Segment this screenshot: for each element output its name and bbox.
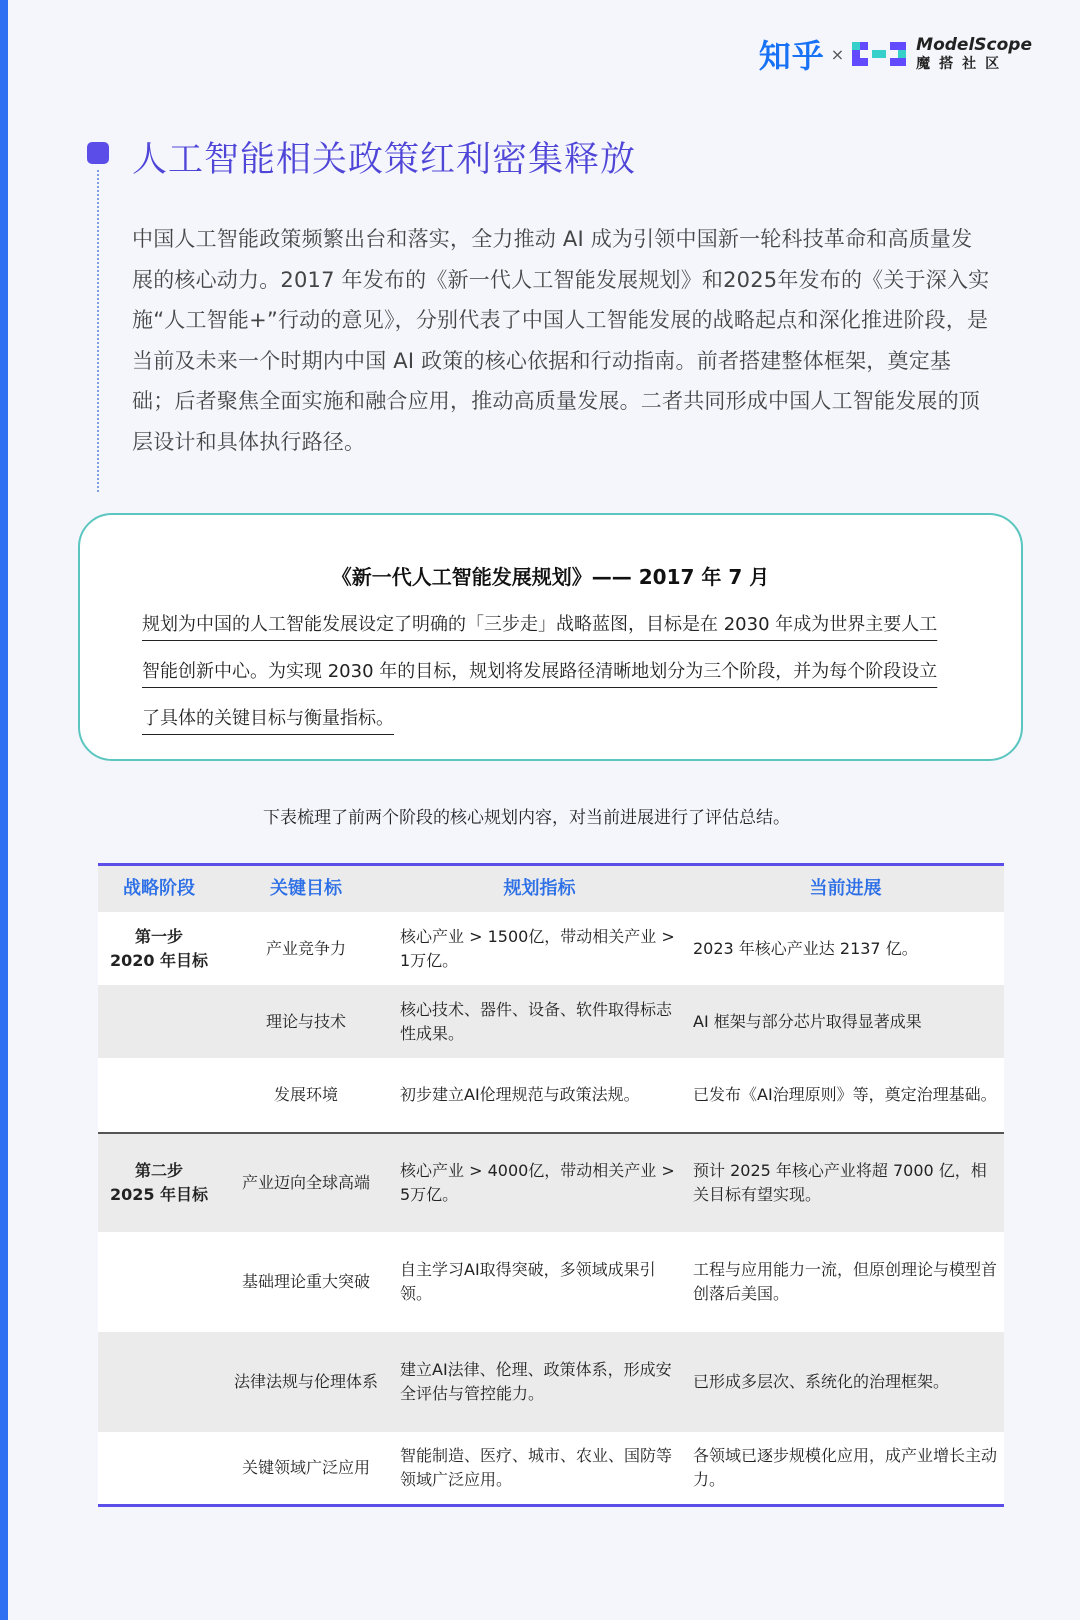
callout-title: 《新一代人工智能发展规划》—— 2017 年 7 月 [331,565,770,589]
stage-cell: 第一步 2020 年目标 [109,926,209,970]
section-bullet-icon [87,142,109,164]
goal-cell: 产业迈向全球高端 [241,1173,370,1192]
goal-cell: 关键领域广泛应用 [241,1458,370,1477]
goal-cell: 产业竞争力 [265,938,346,958]
table-row [98,985,1004,1058]
table-header-metric: 规划指标 [503,878,576,899]
progress-cell: 2023 年核心产业达 2137 亿。 [693,938,918,958]
goal-cell: 发展环境 [273,1085,338,1104]
metric-cell: 自主学习AI取得突破，多领域成果引领。 [400,1260,656,1303]
metric-cell: 核心产业 > 1500亿，带动相关产业 > 1万亿。 [400,926,675,970]
logo-times-sign: × [830,44,845,64]
table-header-stage: 战略阶段 [123,878,195,899]
table-row [98,1332,1004,1432]
callout-body [142,601,952,742]
left-accent-bar [0,0,8,1620]
goal-cell: 理论与技术 [265,1011,346,1031]
metric-cell: 核心技术、器件、设备、软件取得标志性成果。 [400,999,673,1043]
progress-cell: 已形成多层次、系统化的治理框架。 [693,1372,950,1391]
callout-body-text: 规划为中国的人工智能发展设定了明确的「三步走」战略蓝图，目标是在 2030 年成为世界主要人工智能创新中心。为实现 2030 年的目标，规划将发展路径清晰地划分为三个阶段，并为每个阶段设立了具体的关键目标与衡量指标。 [142,614,938,729]
progress-cell: 已发布《AI治理原则》等，奠定治理基础。 [693,1085,997,1104]
table-row [98,1232,1004,1332]
table-header-goal: 关键目标 [270,878,342,899]
progress-cell: 工程与应用能力一流，但原创理论与模型首创落后美国。 [693,1260,998,1303]
table-row [98,1432,1004,1504]
metric-cell: 智能制造、医疗、城市、农业、国防等领域广泛应用。 [400,1446,673,1489]
progress-cell: 各领域已逐步规模化应用，成产业增长主动力。 [693,1446,998,1489]
policy-callout-box [78,513,1023,761]
modelscope-logo-cn-text: 魔搭社区 [916,56,1009,72]
modelscope-logo-icon [852,38,906,70]
zhihu-logo: 知乎 [758,37,825,75]
table-row [98,1058,1004,1132]
progress-cell: AI 框架与部分芯片取得显著成果 [693,1011,922,1031]
metric-cell: 初步建立AI伦理规范与政策法规。 [400,1085,640,1104]
table-header-progress: 当前进展 [809,878,882,899]
modelscope-logo-text: ModelScope [916,35,1032,55]
policy-table [98,863,1004,1507]
section-title: 人工智能相关政策红利密集释放 [132,140,637,180]
progress-cell: 预计 2025 年核心产业将超 7000 亿，相关目标有望实现。 [693,1161,987,1204]
header-logo [759,34,1032,74]
section-intro-paragraph: 中国人工智能政策频繁出台和落实，全力推动 AI 成为引领中国新一轮科技革命和高质量发展的核心动力。2017 年发布的《新一代人工智能发展规划》和2025年发布的《关于深入实施“人工智能+”行动的意见》，分别代表了中国人工智能发展的战略起点和深化推进阶段，是当前及未来一个时期内中国 AI 政策的核心依据和行动指南。前者搭建整体框架，奠定基础；后者聚焦全面实施和融合应用，推动高质量发展。二者共同形成中国人工智能发展的顶层设计和具体执行路径。 [132,227,990,454]
stage-cell: 第二步 2025 年目标 [109,1161,209,1204]
metric-cell: 建立AI法律、伦理、政策体系，形成安全评估与管控能力。 [400,1360,672,1403]
table-row [98,912,1004,985]
goal-cell: 基础理论重大突破 [241,1272,370,1291]
goal-cell: 法律法规与伦理体系 [233,1372,378,1391]
table-row [98,1132,1004,1232]
section-dotted-line [97,170,99,492]
table-bottom-rule [98,1504,1004,1507]
metric-cell: 核心产业 > 4000亿，带动相关产业 > 5万亿。 [400,1161,675,1204]
table-header-row [98,866,1004,912]
table-caption: 下表梳理了前两个阶段的核心规划内容，对当前进展进行了评估总结。 [263,808,790,828]
